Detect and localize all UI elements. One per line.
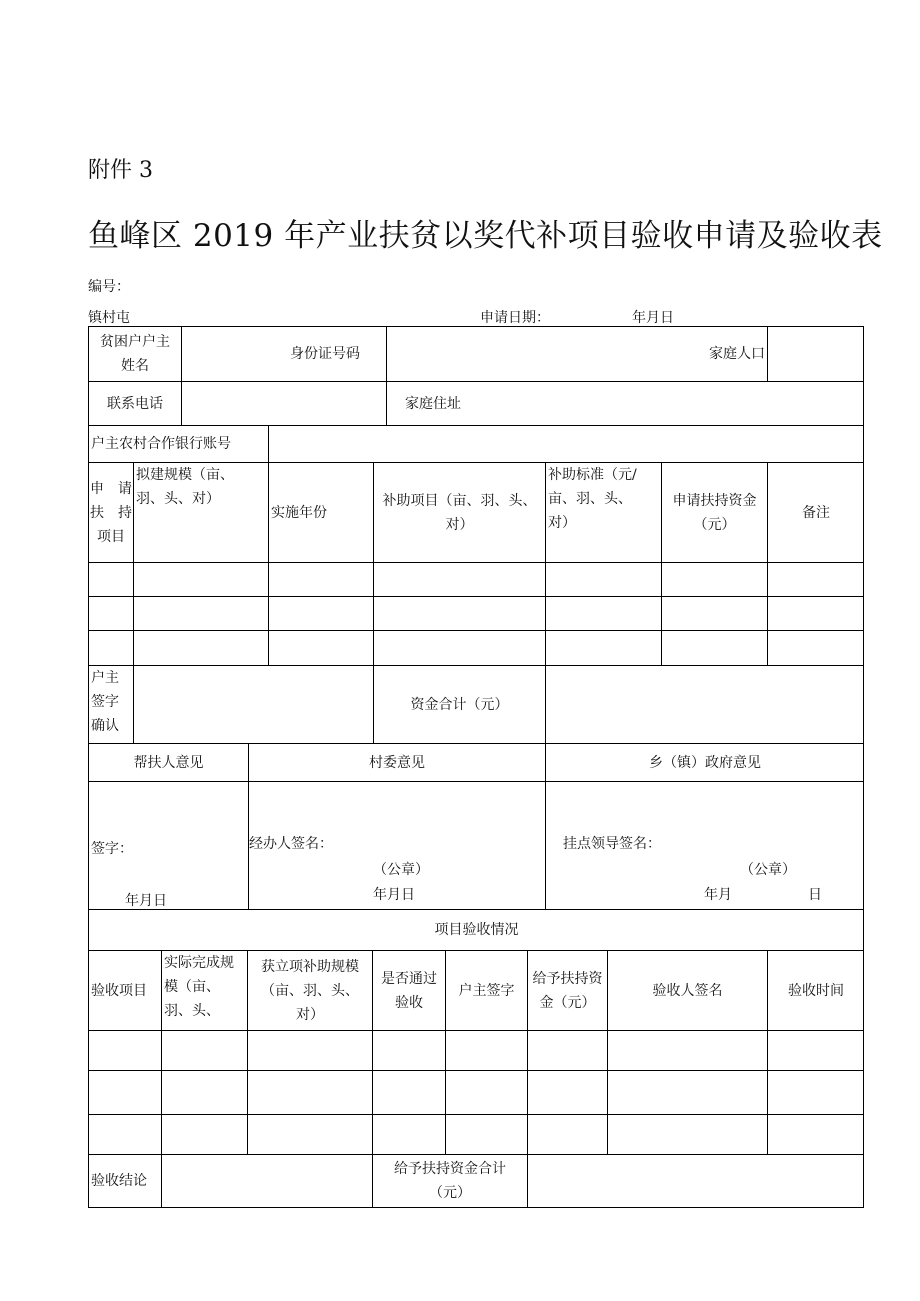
table-cell[interactable] bbox=[528, 1115, 608, 1154]
acceptance-section-title: 项目验收情况 bbox=[434, 922, 519, 938]
serial-label: 编号： bbox=[88, 279, 130, 295]
table-cell[interactable] bbox=[662, 597, 768, 630]
granted-fund-label: 给予扶持资 金（元） bbox=[528, 951, 608, 1030]
passed-label: 是否通过 验收 bbox=[373, 951, 446, 1030]
table-cell[interactable] bbox=[608, 1115, 768, 1154]
table-row bbox=[88, 562, 864, 597]
helper-opinion-box[interactable] bbox=[89, 782, 249, 909]
row-contact bbox=[88, 381, 864, 426]
table-cell[interactable] bbox=[134, 563, 269, 596]
township-date-day: 日 bbox=[808, 887, 822, 903]
apply-date-label: 申请日期： bbox=[480, 310, 550, 326]
fund-grant-total-value[interactable] bbox=[528, 1155, 864, 1207]
opinion-header-row bbox=[88, 743, 864, 782]
row-householder bbox=[88, 326, 864, 382]
fund-total-label: 资金合计（元） bbox=[374, 666, 546, 743]
householder-name-label: 贫困户户主 姓名 bbox=[89, 327, 182, 381]
table-cell[interactable] bbox=[446, 1071, 528, 1114]
township-date-month: 年月 bbox=[704, 887, 732, 903]
table-cell[interactable] bbox=[374, 631, 546, 665]
helper-date: 年月日 bbox=[125, 893, 167, 909]
phone-value[interactable] bbox=[182, 382, 387, 425]
handler-sign-label: 经办人签名： bbox=[249, 836, 333, 852]
table-cell[interactable] bbox=[89, 563, 134, 596]
table-cell[interactable] bbox=[528, 1031, 608, 1070]
village-opinion-label: 村委意见 bbox=[249, 744, 546, 781]
table-cell[interactable] bbox=[248, 1115, 373, 1154]
table-cell[interactable] bbox=[134, 597, 269, 630]
table-cell[interactable] bbox=[134, 631, 269, 665]
leader-sign-label: 挂点领导签名： bbox=[563, 836, 661, 852]
page-title: 鱼峰区 2019 年产业扶贫以奖代补项目验收申请及验收表 bbox=[88, 218, 883, 254]
table-cell[interactable] bbox=[89, 597, 134, 630]
table-cell[interactable] bbox=[768, 563, 864, 596]
table-row bbox=[88, 1114, 864, 1155]
id-number-label: 身份证号码 bbox=[182, 327, 387, 381]
apply-date-suffix: 年月日 bbox=[632, 310, 674, 326]
opinion-body-row bbox=[88, 781, 864, 910]
table-cell[interactable] bbox=[89, 1031, 162, 1070]
table-cell[interactable] bbox=[373, 1071, 446, 1114]
table-cell[interactable] bbox=[248, 1071, 373, 1114]
table-cell[interactable] bbox=[662, 631, 768, 665]
table-cell[interactable] bbox=[162, 1071, 248, 1114]
table-cell[interactable] bbox=[546, 597, 662, 630]
table-cell[interactable] bbox=[248, 1031, 373, 1070]
helper-opinion-label: 帮扶人意见 bbox=[89, 744, 249, 781]
table-row bbox=[88, 1070, 864, 1115]
town-label: 镇村屯 bbox=[88, 310, 130, 326]
table-cell[interactable] bbox=[768, 597, 864, 630]
family-size-label: 家庭人口 bbox=[387, 327, 768, 381]
acceptance-item-label: 验收项目 bbox=[89, 951, 162, 1030]
helper-sign-label: 签字： bbox=[91, 841, 133, 857]
table-cell[interactable] bbox=[768, 1071, 864, 1114]
owner-sign-col-label: 户主签字 bbox=[446, 951, 528, 1030]
table-cell[interactable] bbox=[608, 1031, 768, 1070]
table-cell[interactable] bbox=[546, 563, 662, 596]
fund-total-value[interactable] bbox=[546, 666, 864, 743]
subsidy-standard-label: 补助标准（元/ 亩、羽、头、 对） bbox=[546, 463, 662, 562]
village-date: 年月日 bbox=[373, 887, 415, 903]
acceptance-header bbox=[88, 950, 864, 1031]
year-label: 实施年份 bbox=[269, 463, 374, 562]
table-row bbox=[88, 1030, 864, 1071]
bank-account-label: 户主农村合作银行账号 bbox=[89, 426, 269, 462]
table-cell[interactable] bbox=[373, 1031, 446, 1070]
table-cell[interactable] bbox=[374, 597, 546, 630]
table-cell[interactable] bbox=[768, 631, 864, 665]
actual-scale-label: 实际完成规 模（亩、 羽、头、 bbox=[162, 951, 248, 1030]
table-row bbox=[88, 596, 864, 631]
table-row bbox=[88, 630, 864, 666]
table-cell[interactable] bbox=[269, 563, 374, 596]
address-label: 家庭住址 bbox=[405, 395, 461, 412]
remark-label: 备注 bbox=[802, 504, 830, 521]
phone-label: 联系电话 bbox=[89, 382, 182, 425]
table-cell[interactable] bbox=[374, 563, 546, 596]
conclusion-label: 验收结论 bbox=[89, 1155, 162, 1207]
projects-header bbox=[88, 462, 864, 563]
township-opinion-box[interactable] bbox=[546, 782, 864, 909]
apply-amount-label: 申请扶持资金 （元） bbox=[662, 463, 768, 562]
row-bank bbox=[88, 425, 864, 463]
table-cell[interactable] bbox=[162, 1115, 248, 1154]
table-cell[interactable] bbox=[89, 631, 134, 665]
subsidy-item-label: 补助项目（亩、羽、头、 对） bbox=[374, 463, 546, 562]
table-cell[interactable] bbox=[89, 1115, 162, 1154]
owner-sign-label: 户主 签字 确认 bbox=[89, 666, 134, 743]
table-cell[interactable] bbox=[162, 1031, 248, 1070]
village-opinion-box[interactable] bbox=[249, 782, 546, 909]
table-cell[interactable] bbox=[446, 1031, 528, 1070]
table-cell[interactable] bbox=[373, 1115, 446, 1154]
table-cell[interactable] bbox=[546, 631, 662, 665]
apply-project-label: 申 请 扶 持 项目 bbox=[89, 463, 134, 562]
table-cell[interactable] bbox=[269, 597, 374, 630]
table-cell[interactable] bbox=[662, 563, 768, 596]
owner-sign-value[interactable] bbox=[134, 666, 374, 743]
conclusion-value[interactable] bbox=[162, 1155, 373, 1207]
table-cell[interactable] bbox=[89, 1071, 162, 1114]
inspector-sign-label: 验收人签名 bbox=[608, 951, 768, 1030]
fund-grant-total-label: 给予扶持资金合计 （元） bbox=[373, 1155, 528, 1207]
family-size-value[interactable] bbox=[768, 327, 864, 381]
approved-scale-label: 获立项补助规模 （亩、羽、头、 对） bbox=[248, 951, 373, 1030]
annex-label: 附件 3 bbox=[88, 158, 153, 183]
owner-sign-row bbox=[88, 665, 864, 744]
acceptance-title-row bbox=[88, 909, 864, 951]
planned-scale-label: 拟建规模（亩、 羽、头、对） bbox=[134, 463, 269, 562]
table-cell[interactable] bbox=[768, 1031, 864, 1070]
table-cell[interactable] bbox=[608, 1071, 768, 1114]
table-cell[interactable] bbox=[269, 631, 374, 665]
village-seal: （公章） bbox=[373, 862, 429, 878]
conclusion-row bbox=[88, 1154, 864, 1208]
table-cell[interactable] bbox=[446, 1115, 528, 1154]
township-opinion-label: 乡（镇）政府意见 bbox=[649, 754, 761, 771]
table-cell[interactable] bbox=[528, 1071, 608, 1114]
township-seal: （公章） bbox=[740, 862, 796, 878]
bank-account-value[interactable] bbox=[269, 426, 864, 462]
acceptance-time-label: 验收时间 bbox=[788, 982, 844, 999]
table-cell[interactable] bbox=[768, 1115, 864, 1154]
